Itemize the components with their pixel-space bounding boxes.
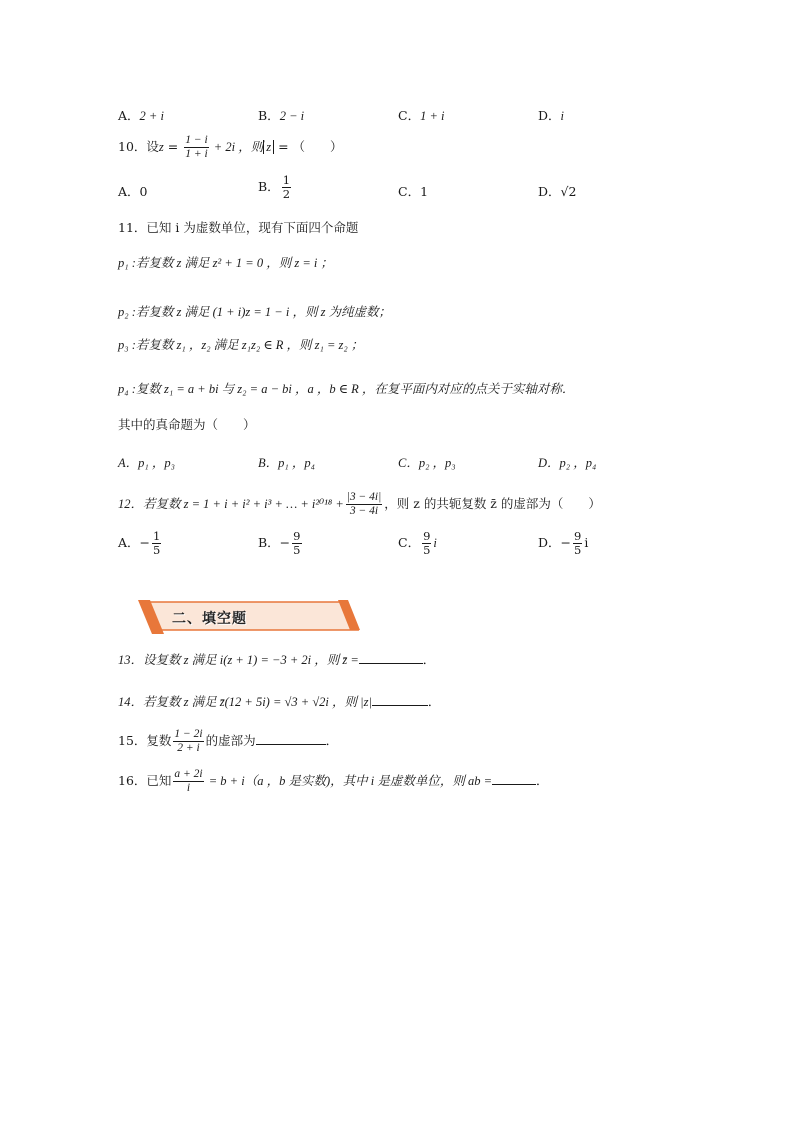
q12-option-c bbox=[398, 530, 437, 557]
q11-option-d: D．p₂ ，p₄ bbox=[538, 456, 597, 470]
option-label: D．− bbox=[538, 535, 571, 550]
q11-ask: 其中的真命题为（ ） bbox=[118, 417, 256, 432]
option-label: A．− bbox=[118, 535, 151, 550]
answer-blank[interactable] bbox=[359, 651, 423, 664]
option-fraction bbox=[152, 530, 161, 557]
q12-option-d bbox=[538, 530, 588, 557]
fraction-numerator: 1 − 2i bbox=[174, 728, 203, 740]
q11-proposition-p4: p₄ :复数 z₁ = a + bi 与 z₂ = a − bi ，a ，b ∈ R ，在复平面内对应的点关于实轴对称． bbox=[118, 382, 575, 396]
answer-blank[interactable] bbox=[492, 772, 536, 785]
fraction-numerator: 9 bbox=[423, 529, 431, 543]
q11-option-c: C．p₂ ，p₃ bbox=[398, 456, 456, 470]
section-banner bbox=[138, 600, 360, 638]
q14-end: ． bbox=[427, 694, 441, 709]
q10-fraction bbox=[184, 134, 208, 161]
option-label: C． bbox=[398, 535, 421, 550]
fraction-denominator: 5 bbox=[153, 543, 161, 557]
option-label: A． bbox=[118, 108, 140, 123]
q9-option-b bbox=[258, 106, 304, 124]
fraction-numerator: 1 bbox=[153, 529, 161, 543]
q10-end: = （ ） bbox=[274, 139, 343, 154]
q10-number: 10．设 bbox=[118, 139, 159, 154]
fraction-numerator: |3 − 4i| bbox=[346, 491, 382, 503]
q12-option-a bbox=[118, 530, 163, 557]
fraction-numerator: 1 − i bbox=[185, 134, 208, 146]
q10-option-c: C．1 bbox=[398, 184, 429, 199]
q11-intro: 11．已知 i 为虚数单位，现有下面四个命题 bbox=[118, 220, 359, 235]
q16-fraction bbox=[173, 768, 203, 795]
q10-var: z bbox=[158, 140, 164, 154]
option-fraction bbox=[282, 174, 291, 201]
q10-option-b bbox=[258, 174, 293, 201]
option-fraction bbox=[292, 530, 301, 557]
q10-eq: = bbox=[163, 139, 183, 154]
q14-text: 14．若复数 z 满足 z̄(12 + 5i) = √3 + √2i ，则 |z| bbox=[118, 695, 372, 709]
option-fraction bbox=[422, 530, 431, 557]
option-label: D． bbox=[538, 108, 561, 123]
answer-blank[interactable] bbox=[256, 732, 326, 745]
q10-option-d bbox=[538, 182, 576, 200]
option-fraction bbox=[573, 530, 582, 557]
q16-end: ． bbox=[536, 773, 549, 788]
option-tail: i bbox=[433, 536, 437, 550]
option-value: 2 − i bbox=[279, 109, 305, 123]
fraction-denominator: 5 bbox=[574, 543, 582, 557]
option-value: √2 bbox=[560, 184, 577, 199]
q16-tail: = b + i（a ，b 是实数)，其中 i 是虚数单位，则 ab = bbox=[205, 774, 493, 788]
fraction-numerator: 9 bbox=[293, 529, 301, 543]
q9-option-c bbox=[398, 106, 445, 124]
option-value: 2 + i bbox=[139, 109, 164, 123]
q12-tail: ，则 z 的共轭复数 z̄ 的虚部为（ ） bbox=[384, 496, 601, 511]
fraction-denominator: 3 − 4i bbox=[349, 505, 379, 517]
option-label: B． bbox=[258, 108, 280, 123]
fraction-denominator: 2 + i bbox=[177, 742, 200, 754]
q16-lead: 16．已知 bbox=[118, 773, 172, 788]
q10-option-a: A．0 bbox=[118, 184, 148, 199]
q12-lead: 12．若复数 z = 1 + i + i² + i³ + … + i²⁰¹⁸ + bbox=[118, 497, 344, 511]
q11-proposition-p2: p₂ :若复数 z 满足 (1 + i)z = 1 − i ，则 z 为纯虚数； bbox=[118, 305, 392, 319]
q10-tail: + 2i ，则 bbox=[210, 140, 264, 154]
option-label: D． bbox=[538, 184, 561, 199]
question-10 bbox=[118, 134, 343, 161]
fraction-denominator: 1 + i bbox=[185, 148, 208, 160]
option-label: C． bbox=[398, 108, 421, 123]
section-title: 二、填空题 bbox=[172, 611, 247, 627]
q13-text: 13．设复数 z 满足 i(z + 1) = −3 + 2i ，则 z̄ = bbox=[118, 653, 359, 667]
fraction-denominator: 5 bbox=[423, 543, 431, 557]
q12-option-b bbox=[258, 530, 304, 557]
fraction-denominator: 5 bbox=[293, 543, 301, 557]
question-13 bbox=[118, 651, 435, 668]
q12-fraction bbox=[346, 491, 383, 518]
q15-fraction bbox=[173, 728, 203, 755]
question-12 bbox=[118, 491, 601, 518]
option-tail: i bbox=[584, 535, 589, 550]
q15-lead: 15．复数 bbox=[118, 733, 172, 748]
q11-proposition-p3: p₃ :若复数 z₁ ，z₂ 满足 z₁z₂ ∈ R ，则 z₁ = z₂ ； bbox=[118, 338, 364, 352]
question-14 bbox=[118, 693, 440, 710]
q15-tail: 的虚部为 bbox=[205, 733, 256, 748]
q10-abs: z bbox=[263, 140, 274, 154]
fraction-denominator: i bbox=[186, 782, 191, 794]
question-15 bbox=[118, 728, 338, 755]
fraction-denominator: 2 bbox=[282, 187, 291, 201]
fraction-numerator: 1 bbox=[282, 173, 291, 187]
fraction-numerator: 9 bbox=[574, 529, 582, 543]
q13-end: ． bbox=[422, 652, 436, 667]
q11-option-b: B．p₁ ，p₄ bbox=[258, 456, 315, 470]
q15-end: ． bbox=[325, 733, 339, 748]
q11-option-a: A．p₁ ，p₃ bbox=[118, 456, 175, 470]
answer-blank[interactable] bbox=[372, 693, 428, 706]
q9-option-a bbox=[118, 106, 164, 124]
option-value: i bbox=[560, 109, 565, 123]
question-16 bbox=[118, 768, 549, 795]
option-value: 1 + i bbox=[420, 109, 445, 123]
option-label: B．− bbox=[258, 535, 291, 550]
fraction-numerator: a + 2i bbox=[174, 768, 203, 780]
option-label: B． bbox=[258, 179, 280, 194]
q11-proposition-p1: p₁ :若复数 z 满足 z² + 1 = 0 ，则 z = i ； bbox=[118, 256, 334, 270]
q9-option-d bbox=[538, 106, 564, 124]
